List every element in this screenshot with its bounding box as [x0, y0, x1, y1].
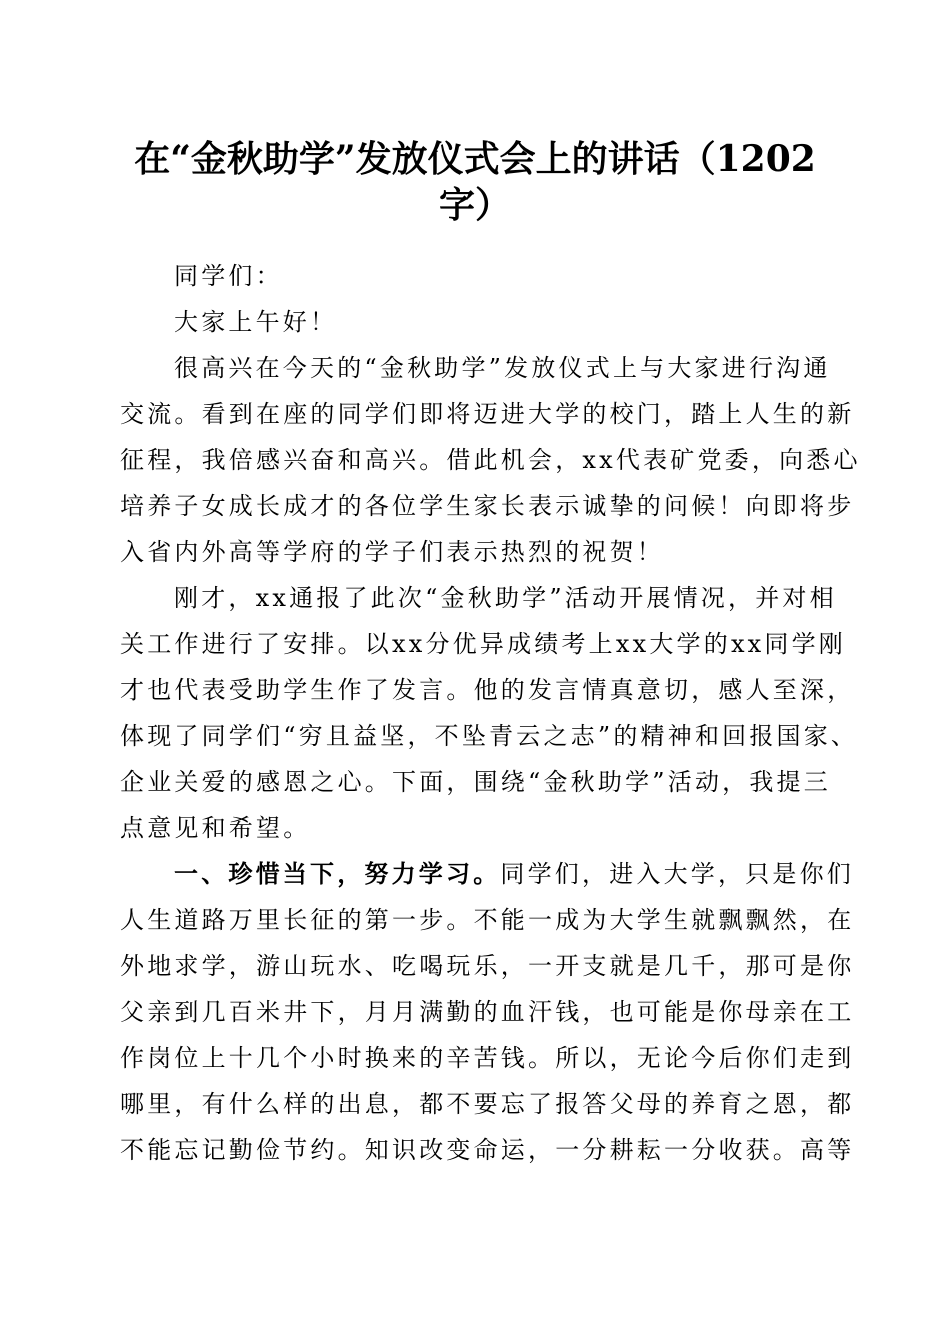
- section-heading: 一、珍惜当下，努力学习。: [174, 859, 501, 888]
- salutation: 同学们：: [174, 262, 283, 290]
- paragraph-line: 作岗位上十几个小时换来的辛苦钱。所以，无论今后你们走到: [120, 1044, 855, 1072]
- paragraph-line: 交流。看到在座的同学们即将迈进大学的校门，踏上人生的新: [120, 400, 855, 428]
- paragraph-line: 人生道路万里长征的第一步。不能一成为大学生就飘飘然，在: [120, 906, 855, 934]
- paragraph-line: 关工作进行了安排。以xx分优异成绩考上xx大学的xx同学刚: [120, 630, 847, 658]
- paragraph-line: 入省内外高等学府的学子们表示热烈的祝贺！: [120, 538, 664, 566]
- section-first-line: [120, 851, 855, 897]
- paragraph-line: 才也代表受助学生作了发言。他的发言情真意切，感人至深，: [120, 676, 855, 704]
- paragraph-line: 外地求学，游山玩水、吃喝玩乐，一开支就是几千，那可是你: [120, 952, 855, 980]
- document-title: [120, 136, 830, 228]
- paragraph-line: 点意见和希望。: [120, 814, 311, 842]
- paragraph-line: 体现了同学们“穷且益坚，不坠青云之志”的精神和回报国家、: [120, 722, 859, 750]
- title-line: 字）: [438, 184, 511, 226]
- paragraph-line: 征程，我倍感兴奋和高兴。借此机会，xx代表矿党委，向悉心: [120, 446, 861, 474]
- title-line: 在“金秋助学”发放仪式会上的讲话（1202: [134, 138, 816, 180]
- paragraph-line: 哪里，有什么样的出息，都不要忘了报答父母的养育之恩，都: [120, 1090, 855, 1118]
- paragraph-line: 父亲到几百米井下，月月满勤的血汗钱，也可能是你母亲在工: [120, 998, 855, 1026]
- document-body: [120, 253, 861, 1173]
- paragraph-line: 刚才，xx通报了此次“金秋助学”活动开展情况，并对相: [174, 584, 837, 612]
- paragraph-line: 企业关爱的感恩之心。下面，围绕“金秋助学”活动，我提三: [120, 768, 831, 796]
- paragraph-line: 培养子女成长成才的各位学生家长表示诚挚的问候！向即将步: [120, 492, 855, 520]
- paragraph-line: 很高兴在今天的“金秋助学”发放仪式上与大家进行沟通: [174, 354, 831, 382]
- paragraph-line: 不能忘记勤俭节约。知识改变命运，一分耕耘一分收获。高等: [120, 1136, 855, 1164]
- section-text: 同学们，进入大学，只是你们: [500, 860, 855, 888]
- greeting: 大家上午好！: [174, 308, 338, 336]
